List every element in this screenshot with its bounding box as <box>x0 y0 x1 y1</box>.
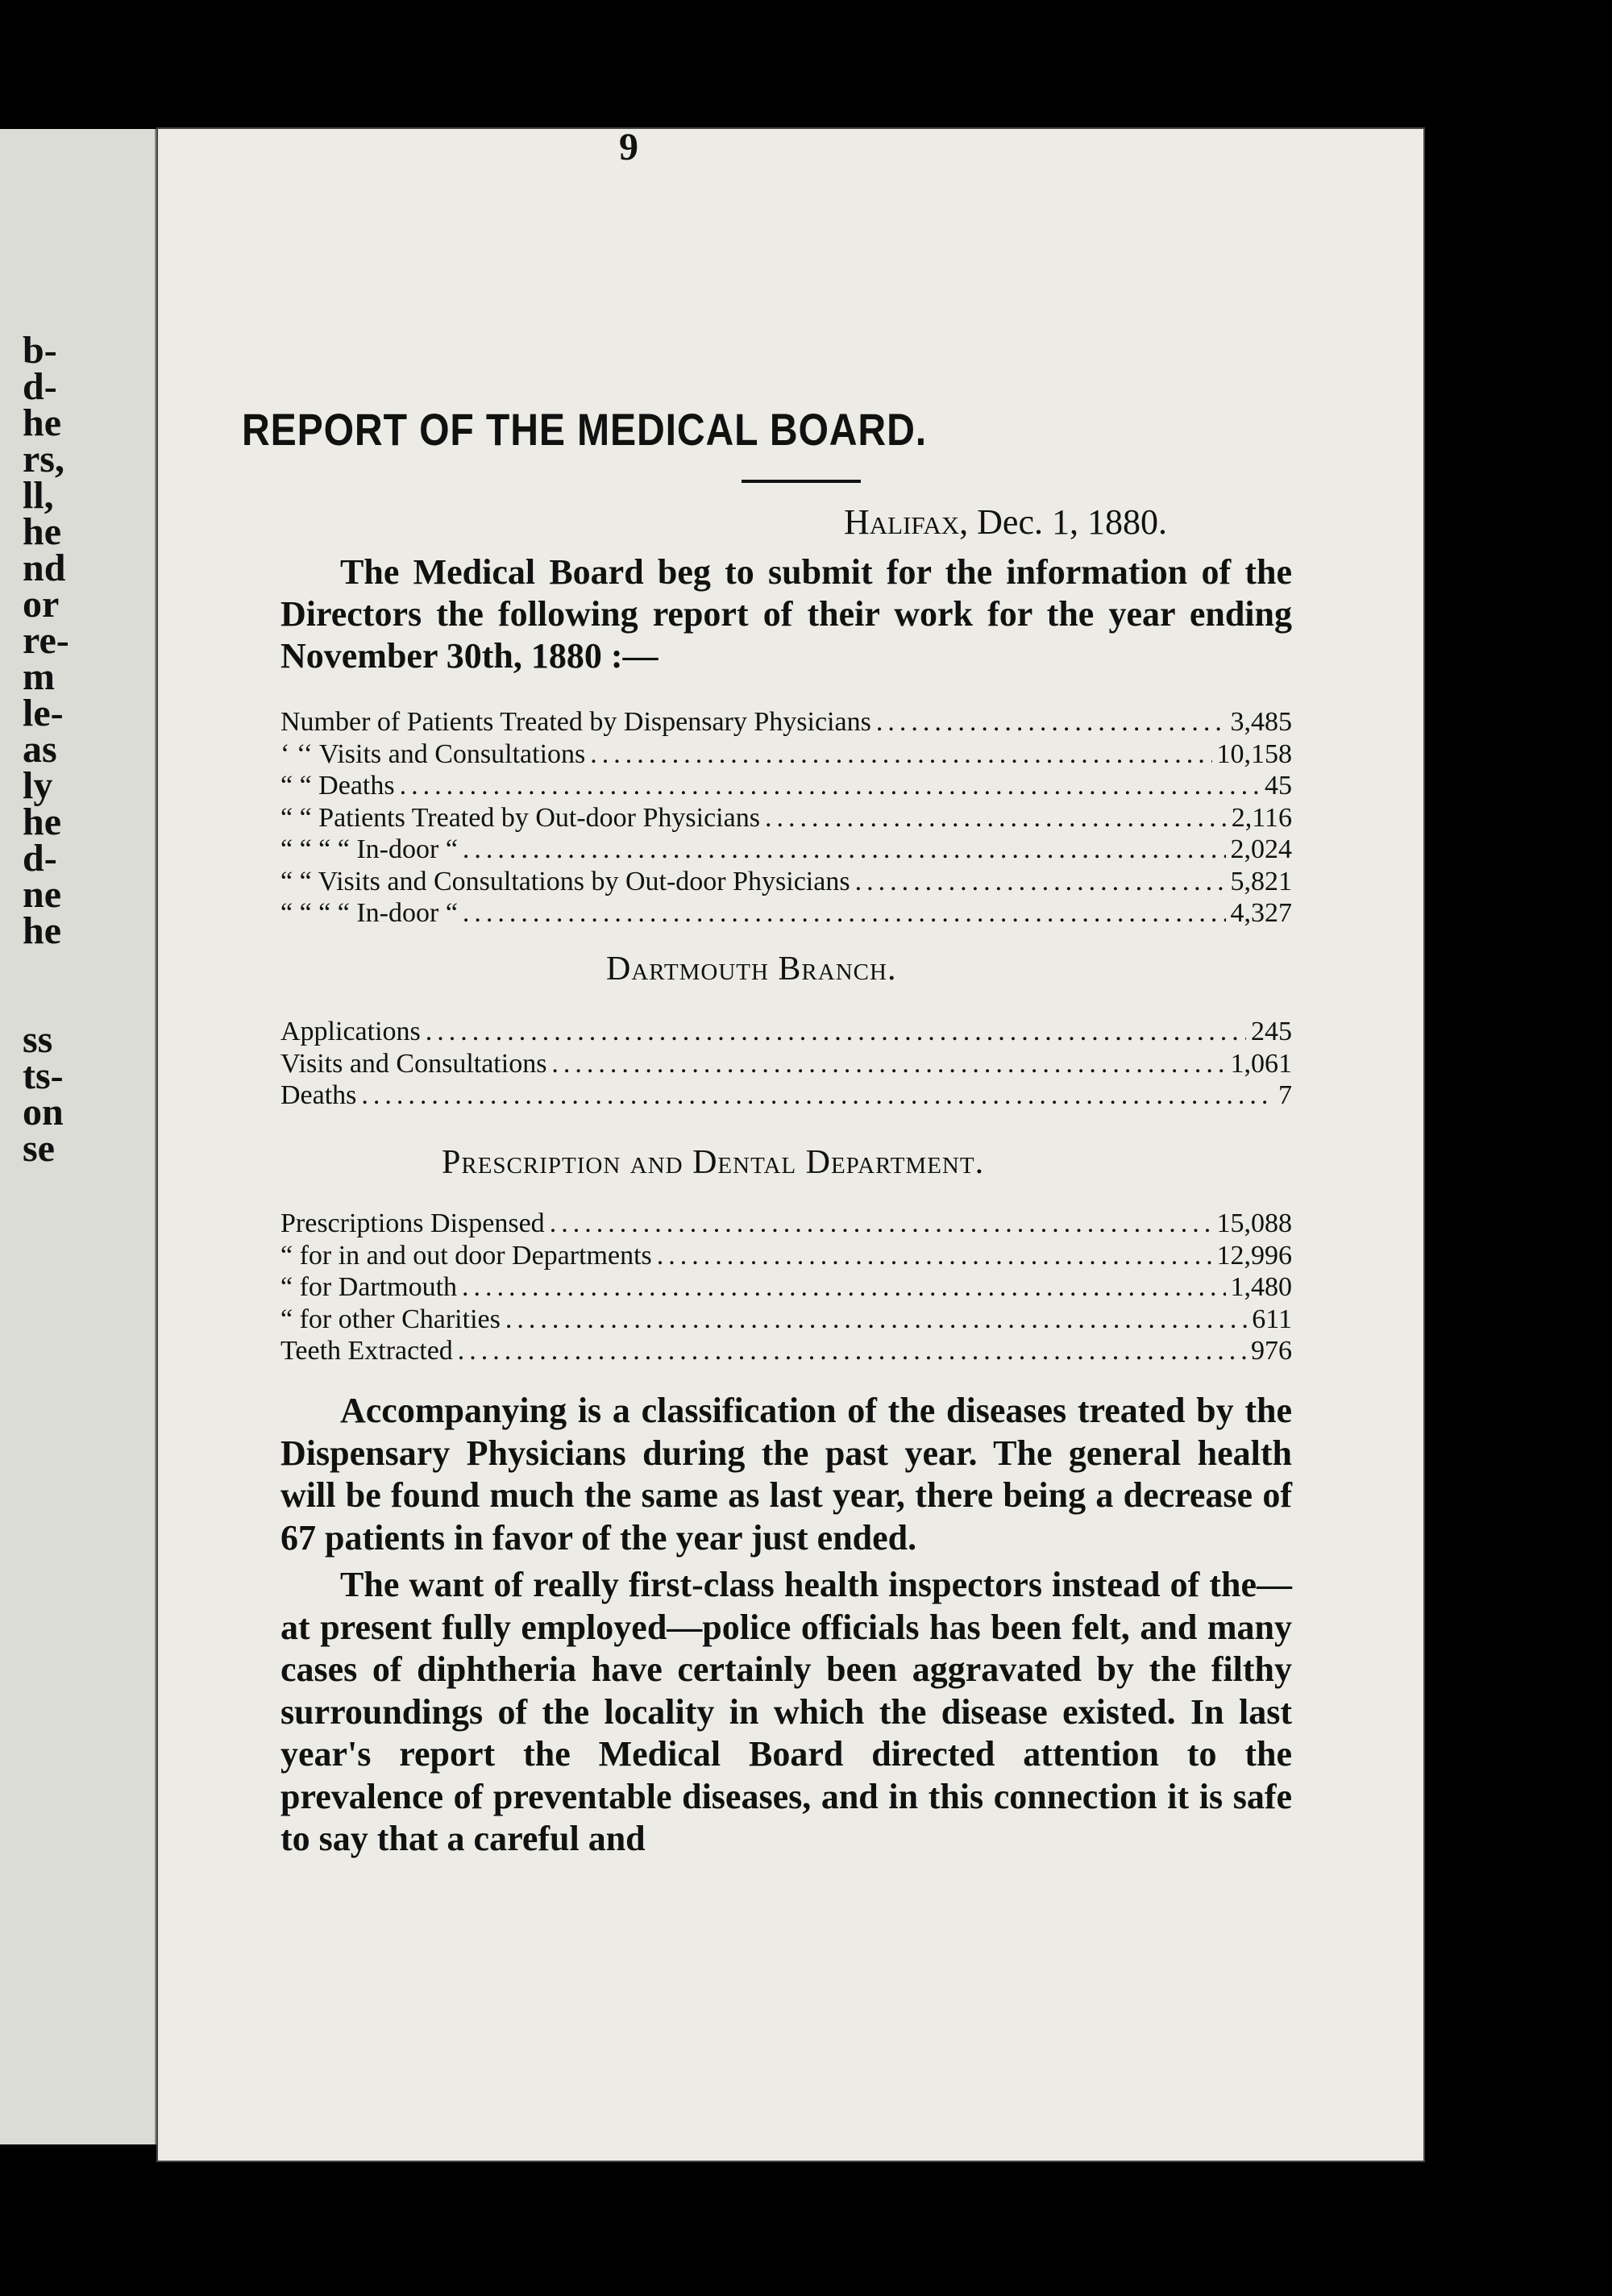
dateline <box>844 501 1167 543</box>
stats-row: “ for in and out door Departments ..... 12,996 <box>280 1240 1292 1272</box>
adjacent-page-fragment <box>0 129 161 2144</box>
stats-row: Prescriptions Dispensed ..... 15,088 <box>280 1208 1292 1240</box>
left-page-fragment-line: se <box>23 1127 55 1170</box>
stats-row: Deaths ..... 7 <box>280 1079 1292 1112</box>
left-page-fragment-line: le- <box>23 692 64 734</box>
prescription-heading: Prescription and Dental Department. <box>442 1144 985 1181</box>
left-page-fragment-line: b- <box>23 329 57 372</box>
intro-text: The Medical Board beg to submit for the information of the Directors the following report of their work for the year ending November 30th, 1880 :— <box>280 552 1292 676</box>
title-rule <box>742 480 861 483</box>
report-body <box>280 1390 1292 1866</box>
stats-row: Teeth Extracted ..... 976 <box>280 1335 1292 1367</box>
left-page-fragment-line: he <box>23 909 61 952</box>
dateline-place: Halifax, <box>844 502 969 542</box>
dateline-date: Dec. 1, 1880. <box>977 502 1167 542</box>
stats-row: “ for Dartmouth ..... 1,480 <box>280 1271 1292 1304</box>
body-paragraph: The want of really first-class health inspectors instead of the—at present fully employed—police officials has been felt, and many cases of diphtheria have certainly been aggravated by the filthy surroundings of the locality in which the disease existed. In last year's report the Medical Board directed attention to the prevalence of preventable diseases, and in this connection it is safe to say that a careful and <box>280 1565 1292 1858</box>
left-page-fragment-line: on <box>23 1091 64 1133</box>
page-number: 9 <box>619 126 638 168</box>
stats-row: “ “ Patients Treated by Out-door Physicians ..... 2,116 <box>280 802 1292 834</box>
left-page-fragment-line: he <box>23 510 61 553</box>
left-page-fragment-line: rs, <box>23 438 64 480</box>
left-page-fragment-line: he <box>23 401 61 444</box>
left-page-fragment-line: re- <box>23 619 69 662</box>
prescription-stats-table <box>280 1208 1292 1367</box>
left-page-fragment-line: d- <box>23 365 57 408</box>
left-page-fragment-line: he <box>23 801 61 843</box>
stats-row: “ for other Charities ..... 611 <box>280 1304 1292 1336</box>
left-page-fragment-line: ll, <box>23 474 54 517</box>
left-page-fragment-line: or <box>23 583 60 626</box>
report-title: REPORT OF THE MEDICAL BOARD. <box>242 404 927 455</box>
left-page-fragment-line: ne <box>23 873 61 916</box>
stats-row: Applications ..... 245 <box>280 1016 1292 1048</box>
left-page-fragment-line: ts- <box>23 1054 64 1097</box>
stats-row: “ “ “ “ In-door “ ..... 2,024 <box>280 834 1292 866</box>
stats-row: Number of Patients Treated by Dispensary Physicians ..... 3,485 <box>280 706 1292 738</box>
stats-row: ‘ ‘‘ Visits and Consultations ..... 10,158 <box>280 738 1292 771</box>
stats-row: “ “ “ “ In-door “ ..... 4,327 <box>280 897 1292 930</box>
left-page-fragment-line: d- <box>23 837 57 880</box>
left-page-fragment-line: ss <box>23 1018 53 1061</box>
dartmouth-stats-table <box>280 1016 1292 1112</box>
dartmouth-heading: Dartmouth Branch. <box>606 950 897 988</box>
stats-row: Visits and Consultations ..... 1,061 <box>280 1048 1292 1080</box>
left-page-fragment-line: as <box>23 728 57 771</box>
intro-paragraph <box>280 551 1292 677</box>
dispensary-stats-table <box>280 706 1292 930</box>
body-paragraph: Accompanying is a classification of the diseases treated by the Dispensary Physicians during the past year. The general health will be found much the same as last year, there being a decrease of 67 patients in favor of the year just ended. <box>280 1391 1292 1558</box>
stats-row: “ “ Visits and Consultations by Out-door Physicians ..... 5,821 <box>280 866 1292 898</box>
left-page-fragment-line: m <box>23 655 55 698</box>
left-page-fragment-line: nd <box>23 547 66 589</box>
left-page-fragment-line: ly <box>23 764 53 807</box>
stats-row: “ “ Deaths ..... 45 <box>280 770 1292 802</box>
